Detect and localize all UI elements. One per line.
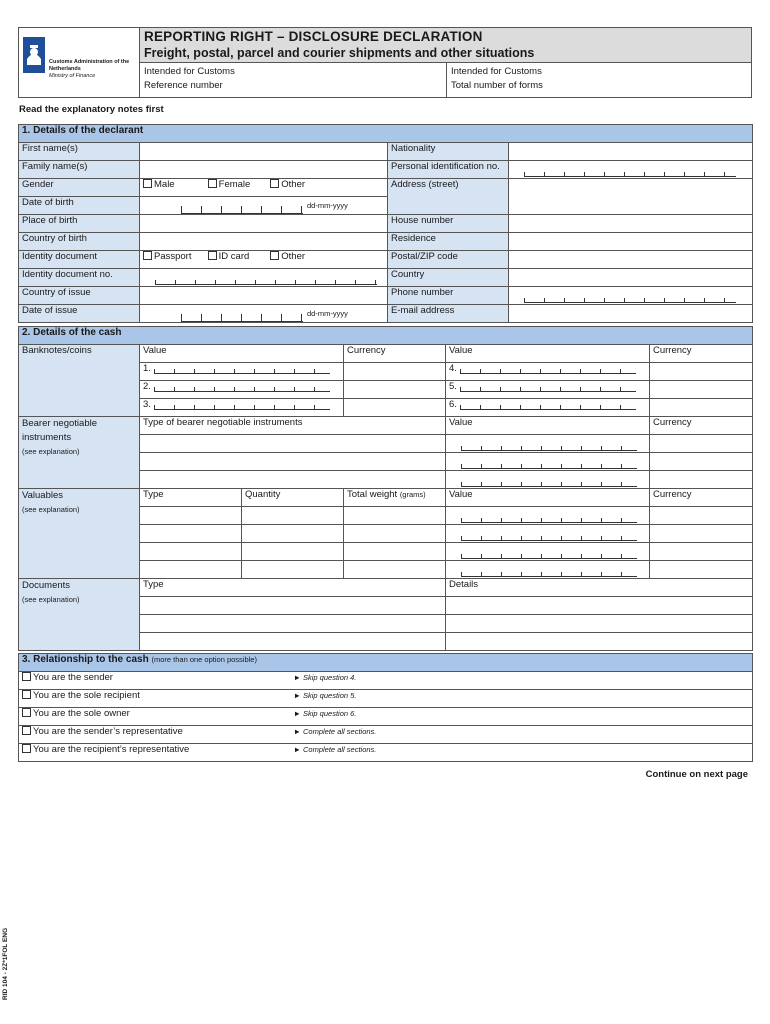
option-label: You are the sole owner bbox=[33, 708, 130, 719]
option-sole-owner[interactable] bbox=[19, 708, 291, 726]
ref-label-2: Reference number bbox=[144, 80, 223, 91]
pin-label: Personal identification no. bbox=[388, 161, 509, 179]
gender-label: Gender bbox=[19, 179, 140, 197]
valuables-see-explanation: (see explanation) bbox=[22, 505, 80, 514]
valuables-value-input[interactable] bbox=[446, 525, 650, 543]
family-name-label: Family name(s) bbox=[19, 161, 140, 179]
banknote-currency-4[interactable] bbox=[650, 363, 753, 381]
section-2-heading: 2. Details of the cash bbox=[19, 327, 753, 345]
dob-label: Date of birth bbox=[19, 197, 140, 215]
valuables-weight-input[interactable] bbox=[344, 507, 446, 525]
male-label: Male bbox=[154, 179, 175, 190]
valuables-weight-input[interactable] bbox=[344, 525, 446, 543]
gender-other-checkbox[interactable] bbox=[270, 179, 279, 188]
country-label: Country bbox=[388, 269, 509, 287]
bni-label-cell bbox=[19, 417, 140, 489]
valuables-value-header: Value bbox=[446, 489, 650, 507]
id-doc-options bbox=[140, 251, 388, 269]
banknote-currency-1[interactable] bbox=[344, 363, 446, 381]
banknote-currency-3[interactable] bbox=[344, 399, 446, 417]
address-label: Address (street) bbox=[388, 179, 509, 215]
valuables-label-cell bbox=[19, 489, 140, 579]
documents-details-input[interactable] bbox=[446, 615, 753, 633]
option-label: You are the recipient’s representative bbox=[33, 744, 190, 755]
first-name-label: First name(s) bbox=[19, 143, 140, 161]
documents-type-input[interactable] bbox=[140, 633, 446, 651]
reference-number-field[interactable] bbox=[140, 63, 447, 97]
total-label-1: Intended for Customs bbox=[451, 66, 542, 77]
bni-currency-header: Currency bbox=[650, 417, 753, 435]
hint-text: ► Skip question 6. bbox=[293, 709, 357, 718]
nationality-input[interactable] bbox=[509, 143, 753, 161]
total-weight-label: Total weight bbox=[347, 489, 398, 500]
logo-line-3: Ministry of Finance bbox=[49, 73, 96, 79]
valuables-type-input[interactable] bbox=[140, 507, 242, 525]
row-number: 6. bbox=[449, 399, 457, 410]
banknotes-currency-header-2: Currency bbox=[650, 345, 753, 363]
valuables-quantity-input[interactable] bbox=[242, 525, 344, 543]
ref-label-1: Intended for Customs bbox=[144, 66, 235, 77]
male-checkbox[interactable] bbox=[143, 179, 152, 188]
hint-text: ► Skip question 4. bbox=[293, 673, 357, 682]
gender-options bbox=[140, 179, 388, 197]
id-other-checkbox[interactable] bbox=[270, 251, 279, 260]
section-3-heading-cell bbox=[19, 654, 753, 672]
valuables-quantity-input[interactable] bbox=[242, 561, 344, 579]
logo-line-2: Netherlands bbox=[49, 66, 81, 72]
house-number-label: House number bbox=[388, 215, 509, 233]
phone-input[interactable] bbox=[509, 287, 753, 305]
banknote-value-2[interactable] bbox=[140, 381, 344, 399]
option-hint bbox=[291, 708, 753, 726]
banknote-currency-6[interactable] bbox=[650, 399, 753, 417]
banknote-value-6[interactable] bbox=[446, 399, 650, 417]
residence-input[interactable] bbox=[509, 233, 753, 251]
total-forms-field[interactable] bbox=[447, 63, 751, 97]
row-number: 5. bbox=[449, 381, 457, 392]
pob-label: Place of birth bbox=[19, 215, 140, 233]
female-checkbox[interactable] bbox=[208, 179, 217, 188]
option-sender-representative[interactable] bbox=[19, 726, 291, 744]
phone-label: Phone number bbox=[388, 287, 509, 305]
id-no-input[interactable] bbox=[140, 269, 388, 287]
bni-label-1: Bearer negotiable bbox=[22, 418, 97, 429]
doi-label: Date of issue bbox=[19, 305, 140, 323]
section-3-note: (more than one option possible) bbox=[151, 655, 257, 664]
pob-input[interactable] bbox=[140, 215, 388, 233]
bni-currency-input[interactable] bbox=[650, 471, 753, 489]
option-sole-recipient[interactable] bbox=[19, 690, 291, 708]
option-hint bbox=[291, 726, 753, 744]
id-other-label: Other bbox=[281, 251, 306, 262]
bni-currency-input[interactable] bbox=[650, 435, 753, 453]
banknotes-value-header: Value bbox=[140, 345, 344, 363]
postal-input[interactable] bbox=[509, 251, 753, 269]
recipient-representative-checkbox[interactable] bbox=[22, 744, 31, 753]
valuables-value-input[interactable] bbox=[446, 561, 650, 579]
hint-text: ► Complete all sections. bbox=[293, 745, 377, 754]
hint-text: ► Skip question 5. bbox=[293, 691, 357, 700]
email-input[interactable] bbox=[509, 305, 753, 323]
row-number: 4. bbox=[449, 363, 457, 374]
id-doc-label: Identity document bbox=[19, 251, 140, 269]
read-first-note: Read the explanatory notes first bbox=[19, 104, 164, 115]
sole-recipient-checkbox[interactable] bbox=[22, 690, 31, 699]
banknote-value-3[interactable] bbox=[140, 399, 344, 417]
option-hint bbox=[291, 744, 753, 762]
documents-details-input[interactable] bbox=[446, 597, 753, 615]
coi-label: Country of issue bbox=[19, 287, 140, 305]
banknote-currency-2[interactable] bbox=[344, 381, 446, 399]
bni-value-input[interactable] bbox=[446, 453, 650, 471]
email-label: E-mail address bbox=[388, 305, 509, 323]
banknotes-currency-header: Currency bbox=[344, 345, 446, 363]
postal-label: Postal/ZIP code bbox=[388, 251, 509, 269]
valuables-type-input[interactable] bbox=[140, 525, 242, 543]
documents-see-explanation: (see explanation) bbox=[22, 595, 80, 604]
option-label: You are the sole recipient bbox=[33, 690, 140, 701]
female-label: Female bbox=[218, 179, 251, 190]
house-number-input[interactable] bbox=[509, 215, 753, 233]
continue-note: Continue on next page bbox=[645, 769, 748, 780]
bni-see-explanation: (see explanation) bbox=[22, 447, 80, 456]
valuables-type-input[interactable] bbox=[140, 543, 242, 561]
bni-type-input[interactable] bbox=[140, 453, 446, 471]
hint-text: ► Complete all sections. bbox=[293, 727, 377, 736]
cob-label: Country of birth bbox=[19, 233, 140, 251]
section-3-table bbox=[18, 653, 753, 762]
section-1-table bbox=[18, 124, 753, 323]
country-input[interactable] bbox=[509, 269, 753, 287]
id-card-checkbox[interactable] bbox=[208, 251, 217, 260]
form-header bbox=[18, 27, 752, 98]
id-no-label: Identity document no. bbox=[19, 269, 140, 287]
valuables-value-input[interactable] bbox=[446, 543, 650, 561]
passport-checkbox[interactable] bbox=[143, 251, 152, 260]
valuables-currency-header: Currency bbox=[650, 489, 753, 507]
title-block bbox=[140, 28, 751, 63]
coi-input[interactable] bbox=[140, 287, 388, 305]
bni-currency-input[interactable] bbox=[650, 453, 753, 471]
page-title: REPORTING RIGHT – DISCLOSURE DECLARATION bbox=[144, 29, 483, 44]
pin-input[interactable] bbox=[509, 161, 753, 179]
bni-value-input[interactable] bbox=[446, 435, 650, 453]
documents-details-header: Details bbox=[446, 579, 753, 597]
grams-label: (grams) bbox=[399, 490, 426, 499]
bni-type-header: Type of bearer negotiable instruments bbox=[140, 417, 446, 435]
valuables-currency-input[interactable] bbox=[650, 543, 753, 561]
valuables-quantity-input[interactable] bbox=[242, 543, 344, 561]
valuables-currency-input[interactable] bbox=[650, 507, 753, 525]
banknote-value-5[interactable] bbox=[446, 381, 650, 399]
option-recipient-representative[interactable] bbox=[19, 744, 291, 762]
valuables-quantity-input[interactable] bbox=[242, 507, 344, 525]
passport-label: Passport bbox=[154, 251, 192, 262]
id-card-label: ID card bbox=[218, 251, 250, 262]
documents-details-input[interactable] bbox=[446, 633, 753, 651]
residence-label: Residence bbox=[388, 233, 509, 251]
doi-input[interactable] bbox=[140, 305, 388, 323]
nationality-label: Nationality bbox=[388, 143, 509, 161]
section-3-heading: 3. Relationship to the cash bbox=[22, 654, 149, 665]
logo-block bbox=[19, 28, 140, 97]
banknotes-label: Banknotes/coins bbox=[19, 345, 140, 417]
sole-owner-checkbox[interactable] bbox=[22, 708, 31, 717]
documents-type-header: Type bbox=[140, 579, 446, 597]
bni-type-input[interactable] bbox=[140, 435, 446, 453]
logo-line-1: Customs Administration of the bbox=[49, 59, 130, 65]
first-name-input[interactable] bbox=[140, 143, 388, 161]
valuables-currency-input[interactable] bbox=[650, 525, 753, 543]
valuables-type-header: Type bbox=[140, 489, 242, 507]
row-number: 2. bbox=[143, 381, 151, 392]
valuables-weight-input[interactable] bbox=[344, 561, 446, 579]
family-name-input[interactable] bbox=[140, 161, 388, 179]
bni-value-input[interactable] bbox=[446, 471, 650, 489]
banknotes-value-header-2: Value bbox=[446, 345, 650, 363]
banknote-value-4[interactable] bbox=[446, 363, 650, 381]
option-hint bbox=[291, 672, 753, 690]
valuables-label: Valuables bbox=[22, 490, 64, 501]
form-code: RID 104 - 2Z*1FOL ENG bbox=[2, 927, 9, 1000]
banknote-currency-5[interactable] bbox=[650, 381, 753, 399]
valuables-weight-input[interactable] bbox=[344, 543, 446, 561]
row-number: 1. bbox=[143, 363, 151, 374]
row-number: 3. bbox=[143, 399, 151, 410]
documents-label: Documents bbox=[22, 580, 71, 591]
gender-other-label: Other bbox=[281, 179, 306, 190]
documents-type-input[interactable] bbox=[140, 597, 446, 615]
bni-type-input[interactable] bbox=[140, 471, 446, 489]
valuables-type-input[interactable] bbox=[140, 561, 242, 579]
option-sender[interactable] bbox=[19, 672, 291, 690]
documents-type-input[interactable] bbox=[140, 615, 446, 633]
valuables-quantity-header: Quantity bbox=[242, 489, 344, 507]
page-subtitle: Freight, postal, parcel and courier shipments and other situations bbox=[144, 46, 535, 60]
option-label: You are the sender bbox=[33, 672, 113, 683]
banknote-value-1[interactable] bbox=[140, 363, 344, 381]
section-1-heading: 1. Details of the declarant bbox=[19, 125, 753, 143]
total-label-2: Total number of forms bbox=[451, 80, 543, 91]
address-input[interactable] bbox=[509, 179, 753, 215]
bni-label-2: instruments bbox=[22, 432, 72, 443]
section-2-table bbox=[18, 326, 753, 651]
sender-checkbox[interactable] bbox=[22, 672, 31, 681]
sender-representative-checkbox[interactable] bbox=[22, 726, 31, 735]
option-label: You are the sender’s representative bbox=[33, 726, 183, 737]
bni-value-header: Value bbox=[446, 417, 650, 435]
doi-format-hint: dd-mm-yyyy bbox=[307, 309, 348, 318]
valuables-weight-header bbox=[344, 489, 446, 507]
documents-label-cell bbox=[19, 579, 140, 651]
option-hint bbox=[291, 690, 753, 708]
valuables-value-input[interactable] bbox=[446, 507, 650, 525]
dob-format-hint: dd-mm-yyyy bbox=[307, 201, 348, 210]
valuables-currency-input[interactable] bbox=[650, 561, 753, 579]
coat-of-arms-icon bbox=[23, 37, 45, 73]
cob-input[interactable] bbox=[140, 233, 388, 251]
dob-input[interactable] bbox=[140, 197, 388, 215]
